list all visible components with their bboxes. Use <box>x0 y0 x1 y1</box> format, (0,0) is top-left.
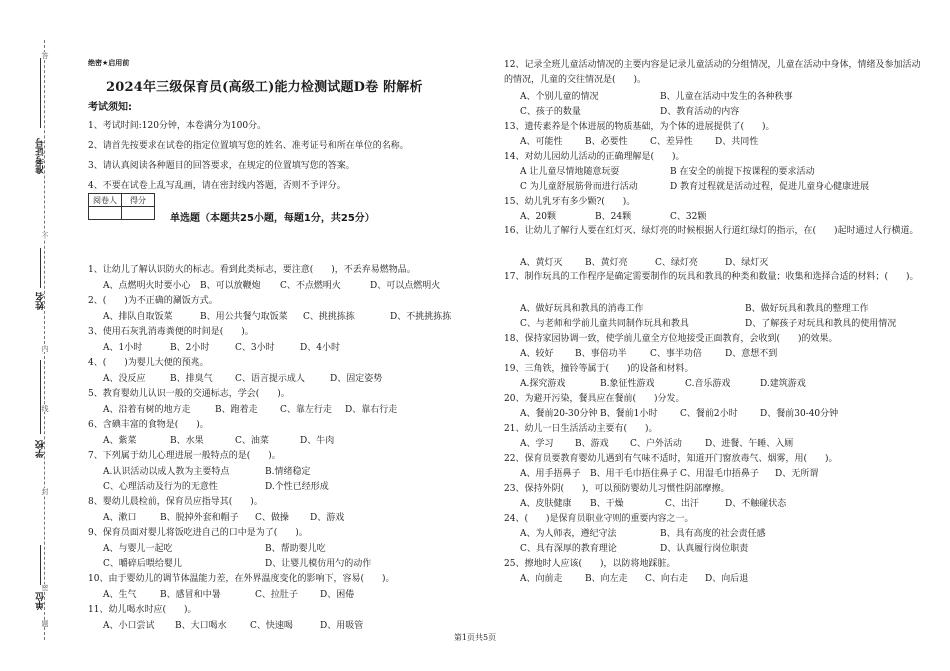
question-option[interactable]: D、餐前30-40分钟 <box>760 409 839 419</box>
question-stem: 5、教育婴幼儿认识一般的交通标志，学会( )。 <box>88 389 290 399</box>
question-option[interactable]: A、向前走 <box>520 574 563 584</box>
question-option[interactable]: B、向左走 <box>585 574 628 584</box>
question-option[interactable]: C、事半功倍 <box>650 349 702 359</box>
question-stem: 17、制作玩具的工作程序是确定需要制作的玩具和教具的种类和数量；收集和选择合适的材料；( )。 <box>504 272 919 282</box>
question-option[interactable]: B、干燥 <box>590 499 624 509</box>
question-stem: 9、保育员面对婴儿将饭吃进自己的口中是为了( )。 <box>88 528 308 538</box>
question-option[interactable]: B、排臭气 <box>170 374 213 384</box>
question-stem: 13、遗传素养是个体进展的物质基础，为个体的进展提供了( )。 <box>504 122 775 132</box>
binding-mark: 内 <box>41 345 49 352</box>
question-option[interactable]: D、靠右行走 <box>345 405 398 415</box>
question-option[interactable]: D、向后退 <box>705 574 749 584</box>
question-option[interactable]: C 为儿童舒展筋骨而进行活动 <box>520 182 638 192</box>
question-option[interactable]: C、户外活动 <box>630 439 682 449</box>
question-option[interactable]: B、餐前1小时 <box>600 409 658 419</box>
notice-item: 1、考试时间:120分钟，本卷满分为100分。 <box>88 121 267 131</box>
question-option[interactable]: B、用干毛巾捂住鼻子 <box>590 469 678 479</box>
question-option[interactable]: B、帮助婴儿吃 <box>265 544 326 554</box>
exam-number-label: 准考证号 <box>36 138 46 174</box>
question-stem: 2、( )为不正确的涮饭方式。 <box>88 296 218 306</box>
question-option[interactable]: B、大口喝水 <box>175 621 227 631</box>
question-stem: 22、保育员要教育婴幼儿遇到有气味不适时，知道开门窗放毒气、烟雾，用( )。 <box>504 454 838 464</box>
question-option[interactable]: A、1小时 <box>103 343 143 353</box>
question-option[interactable]: C、餐前2小时 <box>680 409 738 419</box>
question-option[interactable]: C、靠左行走 <box>280 405 332 415</box>
question-option[interactable]: D、4小时 <box>300 343 340 353</box>
notice-item: 3、请认真阅读各种题目的回答要求，在规定的位置填写您的答案。 <box>88 161 355 171</box>
question-stem: 3、使用石灰乳消毒粪便的时间是( )。 <box>88 327 254 337</box>
question-option[interactable]: D、游戏 <box>310 513 345 523</box>
question-option[interactable]: D、意想不到 <box>725 349 778 359</box>
question-stem: 6、含碘丰富的食物是( )。 <box>88 420 209 430</box>
binding-mark: 题 <box>41 620 49 627</box>
question-option[interactable]: D、共同性 <box>715 137 759 147</box>
question-option[interactable]: A、与婴儿一起吃 <box>103 544 173 554</box>
score-cell: 得分 <box>122 194 155 207</box>
question-stem: 21、幼儿一日生活活动主要有( )。 <box>504 424 658 434</box>
question-option[interactable]: A、用手捂鼻子 <box>520 469 581 479</box>
school-label: 学校 <box>36 440 46 458</box>
question-option[interactable]: B、24颗 <box>595 212 632 222</box>
question-stem: 1、让幼儿了解认识防火的标志。看到此类标志，要注意( )，不丢弃易燃物品。 <box>88 265 416 275</box>
binding-mark: 封 <box>41 488 49 495</box>
question-option[interactable]: B、必要性 <box>585 137 628 147</box>
question-stem: 15、幼儿乳牙有多少颗?( )。 <box>504 197 636 207</box>
question-stem: 18、保持家园协调一致，使学前儿童全方位地接受正面教育，会收到( )的效果。 <box>504 334 838 344</box>
question-option[interactable]: B、脱掉外套和帽子 <box>160 513 239 523</box>
page-footer: 第1页共5页 <box>453 633 497 642</box>
question-option[interactable]: C、嚼碎后喂给婴儿 <box>103 559 182 569</box>
question-option[interactable]: A.认识活动以成人教为主要特点 <box>103 467 230 477</box>
question-stem: 4、( )为婴儿大便的预兆。 <box>88 358 209 368</box>
question-stem: 7、下列属于幼儿心理进展一般特点的是( )。 <box>88 451 281 461</box>
question-stem: 20、为避开污染，餐具应在餐前( )分发。 <box>504 394 685 404</box>
question-stem: 23、保持外阴( )，可以预防婴幼儿习惯性阴部摩擦。 <box>504 484 730 494</box>
question-option[interactable]: A、为人师表，遵纪守法 <box>520 529 617 539</box>
question-option[interactable]: A、可能性 <box>520 137 563 147</box>
question-option[interactable]: A、较好 <box>520 349 554 359</box>
question-option[interactable]: C、挑挑拣拣 <box>303 312 355 322</box>
question-option[interactable]: D、牛肉 <box>300 436 335 446</box>
question-option[interactable]: C、不点燃明火 <box>280 281 341 291</box>
question-option[interactable]: D、困倦 <box>320 590 355 600</box>
question-option[interactable]: C、具有深厚的教育理论 <box>520 544 617 554</box>
question-stem: 12、记录全班儿童活动情况的主要内容是记录儿童活动的分组情况，儿童在活动中身体，情绪及参加活动的情况，儿童的交往情况是( )。 <box>504 60 921 85</box>
binding-mark: 密 <box>41 584 49 591</box>
question-option[interactable]: D、进餐、午睡、入厕 <box>705 439 794 449</box>
question-option[interactable]: B、儿童在活动中发生的各种秩事 <box>660 92 793 102</box>
question-option[interactable]: C、语言提示成人 <box>235 374 305 384</box>
question-option[interactable]: B.象征性游戏 <box>600 379 655 389</box>
question-option[interactable]: B、用公共餐勺取饭菜 <box>200 312 288 322</box>
question-option[interactable]: D、不挑挑拣拣 <box>390 312 452 322</box>
question-option[interactable]: D、无所谓 <box>775 469 819 479</box>
binding-mark: 答 <box>41 52 49 59</box>
question-option[interactable]: B、2小时 <box>170 343 210 353</box>
notice-item: 2、请首先按要求在试卷的指定位置填写您的姓名、准考证号和所在单位的名称。 <box>88 141 409 151</box>
question-option[interactable]: D、不触碰状态 <box>725 499 787 509</box>
question-option[interactable]: A、生气 <box>103 590 137 600</box>
question-option[interactable]: A、20颗 <box>520 212 556 222</box>
question-option[interactable]: A、小口尝试 <box>103 621 155 631</box>
question-option[interactable]: A、黄灯灭 <box>520 258 563 268</box>
question-option[interactable]: C、油菜 <box>235 436 269 446</box>
question-stem: 14、对幼儿园幼儿活动的正确理解是( )。 <box>504 152 685 162</box>
question-option[interactable]: B、水果 <box>170 436 204 446</box>
question-option[interactable]: C、快速喝 <box>250 621 293 631</box>
question-option[interactable]: B、做好玩具和教具的整理工作 <box>745 304 869 314</box>
question-option[interactable]: A、皮肤健康 <box>520 499 572 509</box>
question-option[interactable]: C、做操 <box>255 513 289 523</box>
question-option[interactable]: C、与老师和学前儿童共同制作玩具和教具 <box>520 319 689 329</box>
question-option[interactable]: D、认真履行岗位职责 <box>660 544 749 554</box>
question-option[interactable]: B.情绪稳定 <box>265 467 311 477</box>
question-option[interactable]: C、差异性 <box>650 137 693 147</box>
question-stem: 25、擦地时人应该( )，以防将地踩脏。 <box>504 559 676 569</box>
question-option[interactable]: A、做好玩具和教具的消毒工作 <box>520 304 644 314</box>
question-option[interactable]: B、事倍功半 <box>575 349 627 359</box>
grader-cell: 阅卷人 <box>89 194 122 207</box>
binding-strip <box>0 0 60 671</box>
question-option[interactable]: C、绿灯亮 <box>655 258 698 268</box>
question-option[interactable]: C、孩子的数量 <box>520 107 581 117</box>
question-option[interactable]: B、游戏 <box>575 439 609 449</box>
question-option[interactable]: B、可以放鞭炮 <box>200 281 261 291</box>
question-option[interactable]: A、沿着有树的地方走 <box>103 405 191 415</box>
question-option[interactable]: B 在安全的前提下按课程的要求活动 <box>670 167 815 177</box>
question-option[interactable]: D、可以点燃明火 <box>370 281 441 291</box>
question-option[interactable]: C、用湿毛巾捂鼻子 <box>680 469 759 479</box>
question-option[interactable]: A、点燃明火时要小心 <box>103 281 191 291</box>
name-label: 姓名 <box>36 292 46 310</box>
question-option[interactable]: A、漱口 <box>103 513 137 523</box>
question-option[interactable]: C.音乐游戏 <box>685 379 731 389</box>
question-option[interactable]: D 教育过程就是活动过程，促进儿童身心健康进展 <box>670 182 870 192</box>
exam-number-line <box>40 58 41 128</box>
question-option[interactable]: A、餐前20-30分钟 <box>520 409 598 419</box>
question-option[interactable]: D、让婴儿模仿用勺的动作 <box>265 559 372 569</box>
page-title: 2024年三级保育员(高级工)能力检测试题D卷 附解析 <box>106 80 423 95</box>
question-option[interactable]: C、出汗 <box>665 499 699 509</box>
section-title: 单选题（本题共25小题，每题1分，共25分） <box>170 213 375 224</box>
question-option[interactable]: B、黄灯亮 <box>585 258 628 268</box>
score-input-cell[interactable] <box>122 207 155 220</box>
question-stem: 10、由于婴幼儿的调节体温能力差，在外界温度变化的影响下，容易( )。 <box>88 574 395 584</box>
question-option[interactable]: B、感冒和中暑 <box>160 590 221 600</box>
question-option[interactable]: C、拉肚子 <box>255 590 298 600</box>
question-option[interactable]: D.建筑游戏 <box>760 379 806 389</box>
unit-line <box>40 545 41 585</box>
question-stem: 11、幼儿喝水时应( )。 <box>88 605 197 615</box>
question-option[interactable]: D、了解孩子对玩具和教具的使用情况 <box>745 319 897 329</box>
question-option[interactable]: D、固定姿势 <box>330 374 383 384</box>
score-table <box>88 193 155 220</box>
question-option[interactable]: A、个别儿童的情况 <box>520 92 599 102</box>
question-option[interactable]: A、紫菜 <box>103 436 137 446</box>
question-option[interactable]: C、3小时 <box>235 343 275 353</box>
question-option[interactable]: C、32颗 <box>670 212 707 222</box>
question-stem: 19、三角铁，撞铃等属于( )的设备和材料。 <box>504 364 694 374</box>
question-stem: 24、( )是保育员职业守则的重要内容之一。 <box>504 514 694 524</box>
question-option[interactable]: A、排队自取饭菜 <box>103 312 173 322</box>
unit-label: 单位 <box>36 592 46 610</box>
question-option[interactable]: A、没反应 <box>103 374 146 384</box>
question-option[interactable]: B、跑着走 <box>215 405 258 415</box>
question-option[interactable]: C、心理活动及行为的无意性 <box>103 482 218 492</box>
binding-mark: 线 <box>41 405 49 412</box>
question-option[interactable]: D、用吸管 <box>320 621 364 631</box>
grader-input-cell[interactable] <box>89 207 122 220</box>
question-option[interactable]: C、向右走 <box>645 574 688 584</box>
question-option[interactable]: B、具有高度的社会责任感 <box>660 529 766 539</box>
school-line <box>40 360 41 434</box>
notice-heading: 考试须知: <box>88 102 132 113</box>
notice-item: 4、不要在试卷上乱写乱画，请在密封线内答题，否则不予评分。 <box>88 181 346 191</box>
question-option[interactable]: A 让儿童尽情地随意玩耍 <box>520 167 620 177</box>
question-option[interactable]: A.探究游戏 <box>520 379 566 389</box>
question-option[interactable]: D.个性已经形成 <box>265 482 329 492</box>
secret-mark: 绝密★启用前 <box>88 59 130 67</box>
question-option[interactable]: D、教育活动的内容 <box>660 107 740 117</box>
name-line <box>40 248 41 288</box>
question-option[interactable]: D、绿灯灭 <box>725 258 769 268</box>
seal-line <box>44 40 45 640</box>
question-stem: 16、让幼儿了解行人要在红灯灭、绿灯亮的时候根据人行道红绿灯的指示，在( )起时通过人行横道。 <box>504 226 919 236</box>
question-option[interactable]: A、学习 <box>520 439 554 449</box>
binding-mark: 不 <box>41 232 49 239</box>
question-stem: 8、婴幼儿晨检前，保育员应指导其( )。 <box>88 497 263 507</box>
